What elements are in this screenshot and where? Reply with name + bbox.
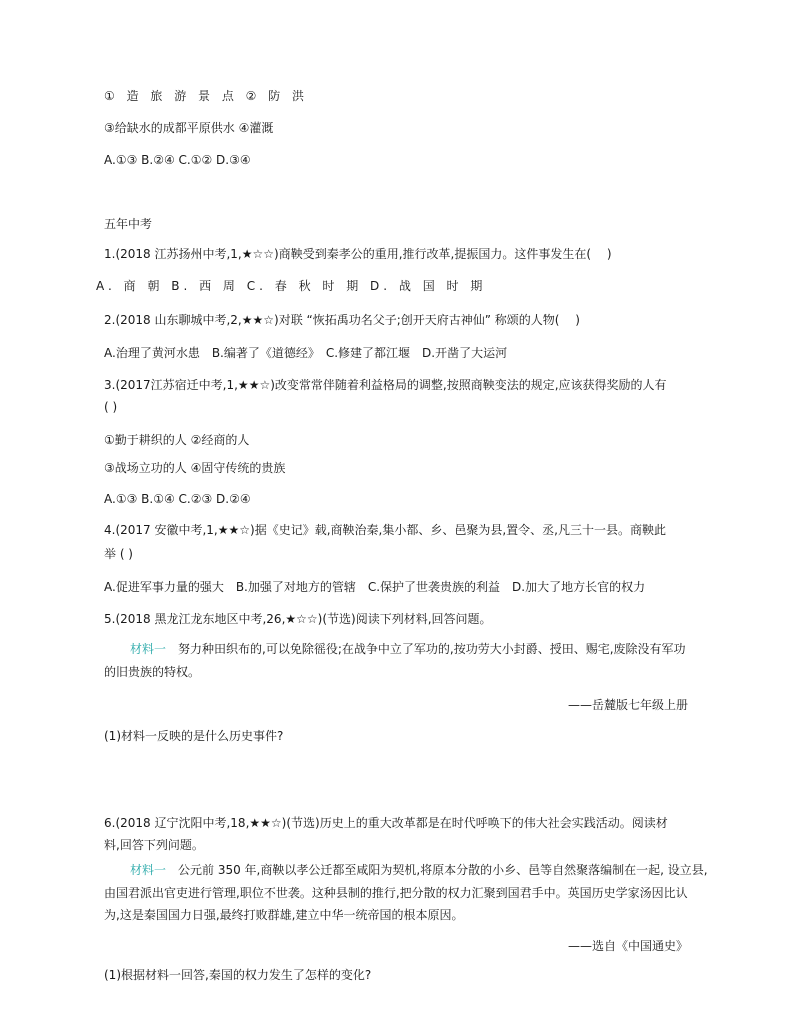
- q5-stem: 5.(2018 黑龙江龙东地区中考,26,★☆☆)(节选)阅读下列材料,回答问题。: [104, 612, 492, 626]
- q3-options: A.①③ B.①④ C.②③ D.②④: [104, 492, 251, 506]
- q1-stem: 1.(2018 江苏扬州中考,1,★☆☆)商鞅受到秦孝公的重用,推行改革,提振国力。这件事发生在( ): [104, 247, 612, 261]
- q5-material-text: 努力种田织布的,可以免除徭役;在战争中立了军功的,按功劳大小封爵、授田、赐宅,废除没有军功: [166, 642, 686, 656]
- top-block-line2: ③给缺水的成都平原供水 ④灌溉: [104, 121, 274, 135]
- q5-source: ——岳麓版七年级上册: [567, 698, 688, 712]
- q6-material-line1: [130, 862, 708, 878]
- q6-source: ——选自《中国通史》: [567, 939, 688, 953]
- q6-material-label: 材料一: [130, 863, 167, 877]
- q4-options: A.促进军事力量的强大 B.加强了对地方的管辖 C.保护了世袭贵族的利益 D.加大了地方长官的权力: [104, 580, 646, 594]
- q4-stem-line2: 举 ( ): [104, 547, 133, 561]
- q6-sub1: (1)根据材料一回答,秦国的权力发生了怎样的变化?: [104, 968, 372, 982]
- q5-sub1: (1)材料一反映的是什么历史事件?: [104, 729, 284, 743]
- q3-stem-line2: ( ): [104, 400, 118, 414]
- q6-stem-line1: 6.(2018 辽宁沈阳中考,18,★★☆)(节选)历史上的重大改革都是在时代呼唤下的伟大社会实践活动。阅读材: [104, 816, 668, 830]
- q5-material-label: 材料一: [130, 642, 167, 656]
- q2-stem: 2.(2018 山东聊城中考,2,★★☆)对联 “恢拓禹功名父子;创开天府古神仙” 称颂的人物( ): [104, 313, 580, 327]
- q6-material-line3: 为,这是秦国国力日强,最终打败群雄,建立中华一统帝国的根本原因。: [104, 908, 464, 922]
- q5-material-line1: [130, 641, 686, 657]
- section-title: 五年中考: [104, 217, 153, 231]
- q1-options: A. 商 朝 B. 西 周 C. 春 秋 时 期 D. 战 国 时 期: [96, 279, 487, 293]
- q6-material-text: 公元前 350 年,商鞅以孝公迁都至咸阳为契机,将原本分散的小乡、邑等自然聚落编制在一起, 设立县,: [166, 863, 708, 877]
- q4-stem-line1: 4.(2017 安徽中考,1,★★☆)据《史记》载,商鞅治秦,集小都、乡、邑聚为县,置令、丞,凡三十一县。商鞅此: [104, 523, 666, 537]
- q5-material-line2: 的旧贵族的特权。: [104, 665, 201, 679]
- q2-options: A.治理了黄河水患 B.编著了《道德经》 C.修建了都江堰 D.开凿了大运河: [104, 346, 508, 360]
- q3-line1: ①勤于耕织的人 ②经商的人: [104, 433, 250, 447]
- q3-stem-line1: 3.(2017江苏宿迁中考,1,★★☆)改变常常伴随着利益格局的调整,按照商鞅变法的规定,应该获得奖励的人有: [104, 378, 667, 392]
- q6-material-line2: 由国君派出官吏进行管理,职位不世袭。这种县制的推行,把分散的权力汇聚到国君手中。英国历史学家汤因比认: [104, 886, 688, 900]
- top-block-line1: ① 造 旅 游 景 点 ② 防 洪: [104, 89, 309, 103]
- q6-stem-line2: 料,回答下列问题。: [104, 838, 204, 852]
- q3-line2: ③战场立功的人 ④固守传统的贵族: [104, 461, 286, 475]
- top-block-options: A.①③ B.②④ C.①② D.③④: [104, 153, 251, 167]
